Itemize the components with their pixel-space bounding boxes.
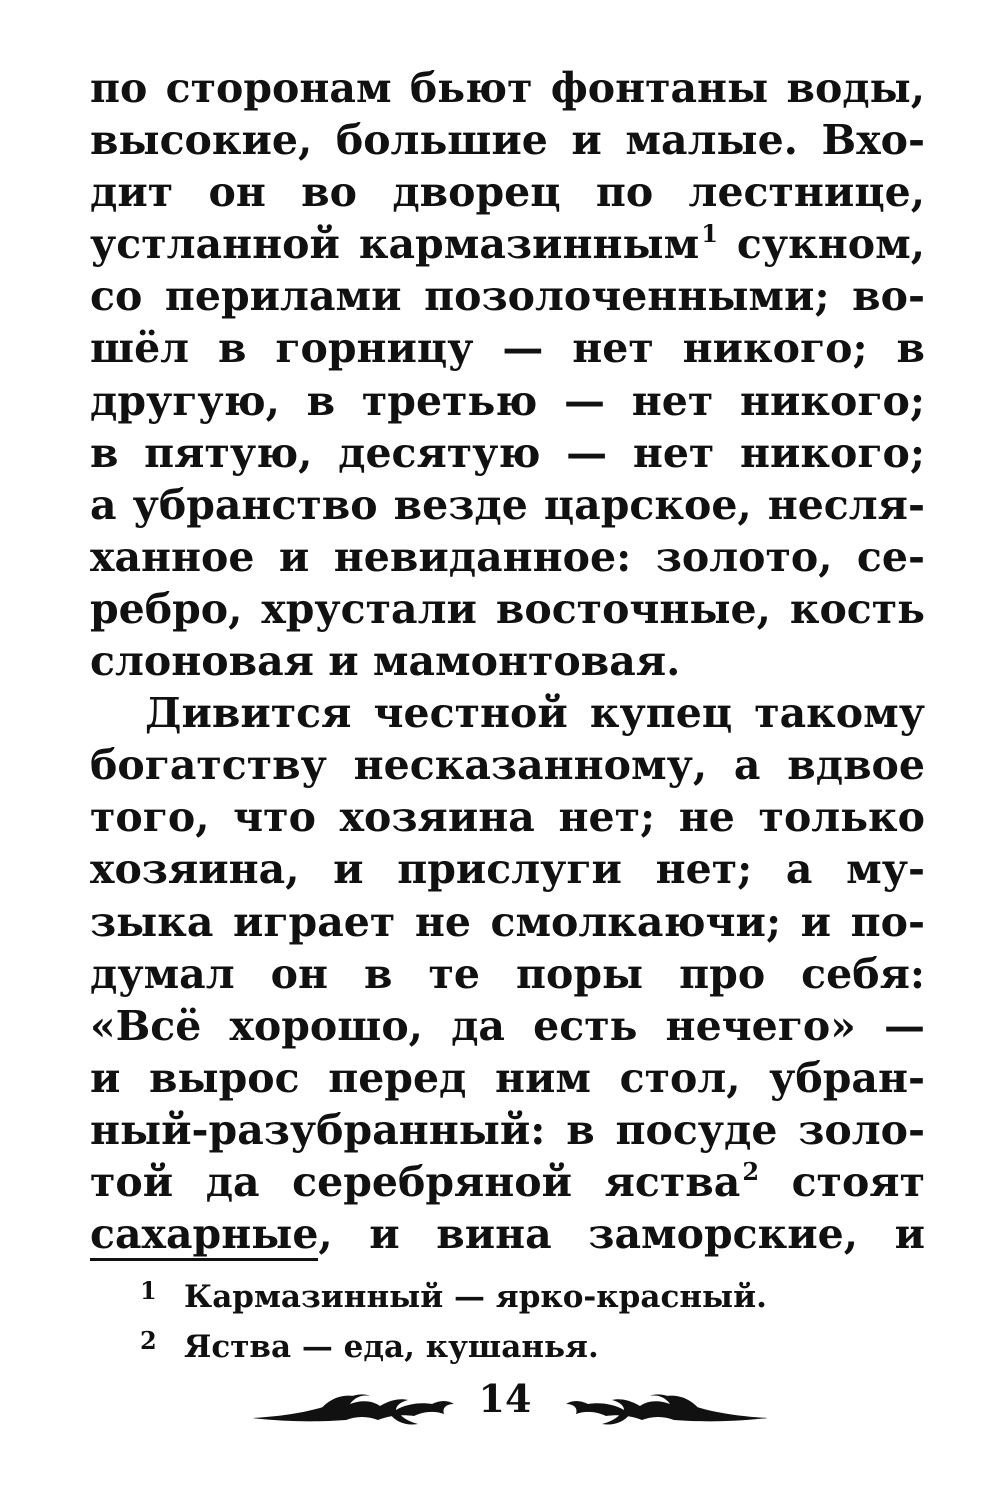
footnote-text: Яства — еда, кушанья. bbox=[184, 1329, 599, 1365]
line-text: той да серебряной яства bbox=[90, 1157, 741, 1206]
text-line: и вырос перед ним стол, убран- bbox=[90, 1053, 925, 1102]
page-number: 14 bbox=[478, 1376, 532, 1421]
footnote-number: 2 bbox=[140, 1326, 157, 1355]
right-flourish-icon bbox=[560, 1370, 770, 1446]
footnote-item bbox=[140, 1272, 900, 1322]
text-line: ребро, хрустали восточные, кость bbox=[90, 584, 925, 633]
text-line: сахарные, и вина заморские, и bbox=[90, 1210, 925, 1259]
text-line: ный-разубранный: в посуде золо- bbox=[90, 1105, 925, 1154]
text-line: слоновая и мамонтовая. bbox=[90, 637, 681, 686]
text-line: в пятую, десятую — нет никого; bbox=[90, 428, 925, 477]
footnote-ref: 1 bbox=[701, 219, 718, 249]
footnote-ref: 2 bbox=[742, 1156, 760, 1186]
footnote-separator bbox=[90, 1258, 318, 1261]
text-line: ханное и невиданное: золото, се- bbox=[90, 532, 925, 581]
text-line: богатству несказанному, а вдвое bbox=[90, 741, 925, 790]
line-text: устланной кармазинным bbox=[90, 220, 700, 269]
text-line: другую, в третью — нет никого; bbox=[90, 376, 925, 425]
line-text-after: стоят bbox=[759, 1157, 926, 1206]
text-line: шёл в горницу — нет никого; в bbox=[90, 324, 925, 373]
text-line: Дивится честной купец такому bbox=[145, 689, 925, 738]
line-text-after: сукном, bbox=[717, 220, 925, 269]
text-line bbox=[90, 218, 925, 270]
footnote-text: Кармазинный — ярко-красный. bbox=[184, 1279, 767, 1315]
text-line: по сторонам бьют фонтаны воды, bbox=[90, 64, 925, 112]
left-flourish-icon bbox=[250, 1370, 460, 1446]
text-line: высокие, большие и малые. Вхо- bbox=[90, 116, 925, 165]
body-text bbox=[90, 62, 925, 1260]
text-line: хозяина, и прислуги нет; а му- bbox=[90, 845, 925, 894]
text-line: того, что хозяина нет; не только bbox=[90, 793, 925, 842]
text-line: дит он во дворец по лестнице, bbox=[90, 168, 925, 217]
text-line: «Всё хорошо, да есть нечего» — bbox=[90, 1001, 925, 1050]
text-line: со перилами позолоченными; во- bbox=[90, 272, 925, 321]
footnote-number: 1 bbox=[140, 1276, 157, 1305]
footnote-item bbox=[140, 1322, 900, 1372]
text-line: а убранство везде царское, несля- bbox=[90, 480, 925, 529]
text-line bbox=[90, 1156, 925, 1208]
text-line: зыка играет не смолкаючи; и по- bbox=[90, 897, 925, 946]
footnotes bbox=[140, 1272, 900, 1372]
text-line: думал он в те поры про себя: bbox=[90, 949, 925, 998]
